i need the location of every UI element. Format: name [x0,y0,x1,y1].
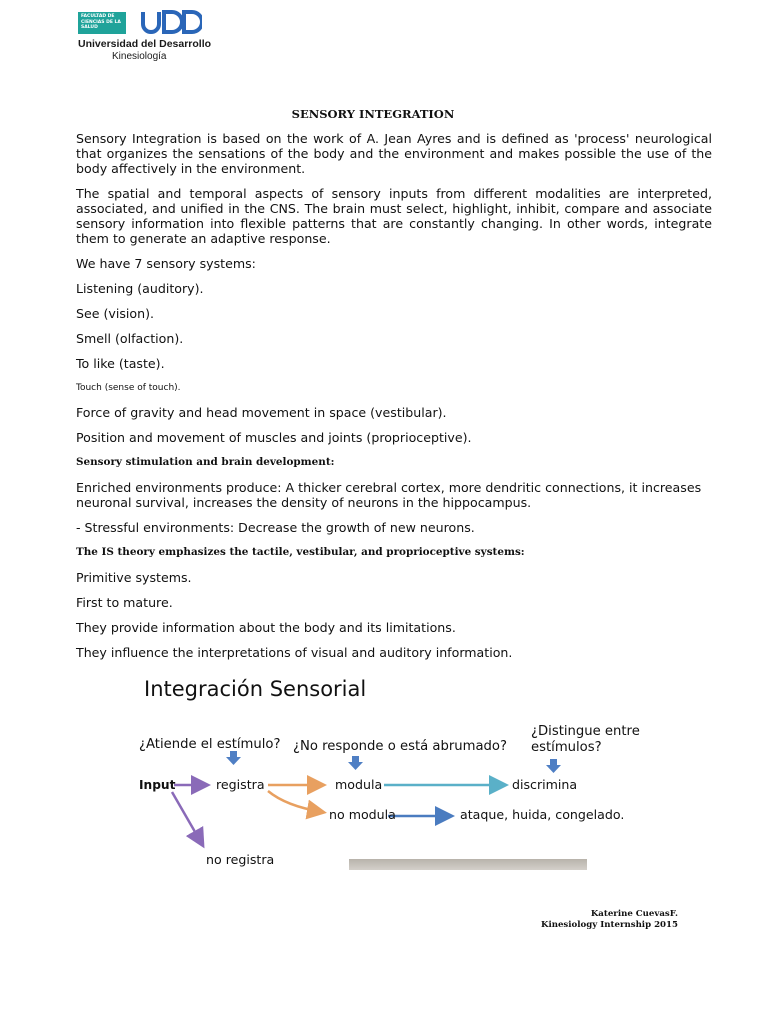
university-name: Universidad del Desarrollo [78,38,212,50]
footer-program: Kinesiology Internship 2015 [540,920,678,930]
system-auditory: Listening (auditory). [76,281,204,296]
page-title: SENSORY INTEGRATION [291,107,455,121]
faculty-badge: FACULTAD DE CIENCIAS DE LA SALUD [78,12,126,34]
sensory-integration-diagram [136,674,656,874]
document-body [76,131,712,670]
spatial-paragraph: The spatial and temporal aspects of sensory inputs from different modalities are interpreted, associated, and unified in the CNS. The brain must select, highlight, inhibit, compare and associate sensory information into flexible patterns that are constantly changing. In other words, integrate them to generate an adaptive response. [76,186,712,246]
node-ataque: ataque, huida, congelado. [460,807,625,822]
question-no-response: ¿No responde o está abrumado? [293,739,508,754]
university-logo [78,10,212,64]
node-modula: modula [335,777,383,792]
arrow-registra-no-modula [268,791,322,812]
system-proprioceptive: Position and movement of muscles and joints (proprioceptive). [76,430,472,445]
udd-logo-mark [140,10,202,34]
diagram-arrows [136,674,656,874]
heading-is-theory: The IS theory emphasizes the tactile, vestibular, and proprioceptive systems: [76,546,525,558]
theory-item-interpretation: They influence the interpretations of visual and auditory information. [76,645,513,660]
down-arrow-icon [226,751,241,765]
down-arrow-icon [348,756,363,770]
theory-item-primitive: Primitive systems. [76,570,192,585]
question-distinguish-2: estímulos? [531,740,602,755]
system-vision: See (vision). [76,306,155,321]
footer-signature [541,909,678,931]
photo-image [349,859,587,870]
theory-item-mature: First to mature. [76,595,173,610]
systems-intro: We have 7 sensory systems: [76,256,256,271]
question-attends: ¿Atiende el estímulo? [139,737,281,752]
system-olfaction: Smell (olfaction). [76,331,184,346]
heading-stimulation: Sensory stimulation and brain development: [76,456,335,468]
arrow-input-no-registra [172,792,202,844]
diagram-title: Integración Sensorial [144,677,367,701]
question-distinguish-1: ¿Distingue entre [531,724,640,739]
node-no-modula: no modula [329,807,396,822]
down-arrow-icon [546,759,561,773]
system-taste: To like (taste). [76,356,165,371]
department-name: Kinesiología [112,51,167,62]
node-input: Input [139,778,176,792]
system-vestibular: Force of gravity and head movement in space (vestibular). [76,405,447,420]
enriched-paragraph: Enriched environments produce: A thicker cerebral cortex, more dendritic connections, it increases neuronal survival, increases the density of neurons in the hippocampus. [76,480,702,510]
footer-author: Katerine CuevasF. [590,909,678,919]
node-registra: registra [216,777,265,792]
node-discrimina: discrimina [512,777,578,792]
system-touch: Touch (sense of touch). [76,383,181,393]
stressful-paragraph: - Stressful environments: Decrease the growth of new neurons. [76,520,475,535]
intro-paragraph: Sensory Integration is based on the work of A. Jean Ayres and is defined as 'process' neurological that organizes the sensations of the body and the environment and makes possible the use of the body affectively in the environment. [76,131,712,176]
theory-item-body-info: They provide information about the body and its limitations. [76,620,456,635]
node-no-registra: no registra [206,852,275,867]
